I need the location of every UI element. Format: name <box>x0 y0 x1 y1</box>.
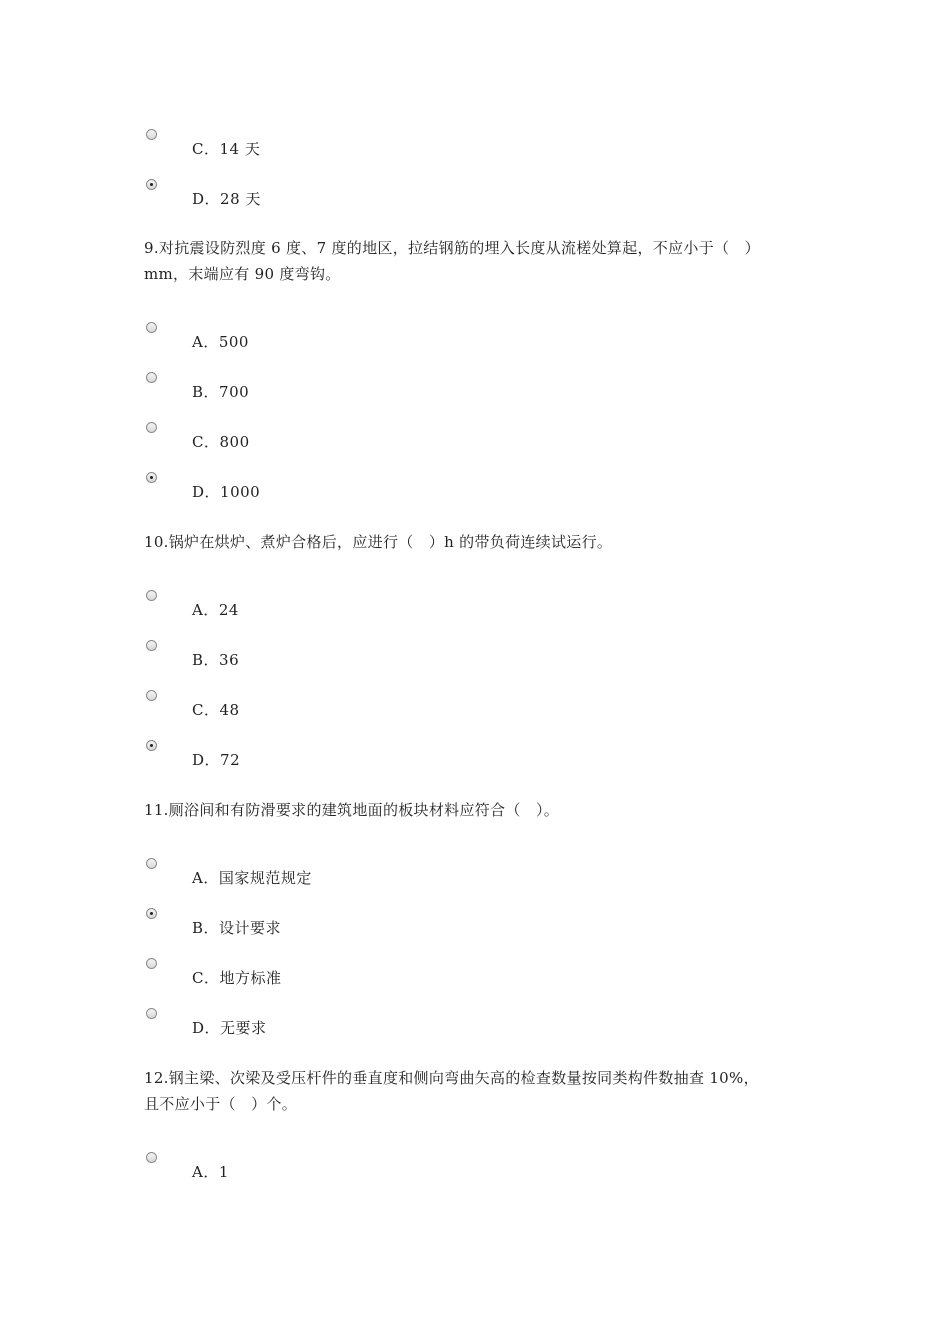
q9-option-a-label: A．500 <box>192 333 249 351</box>
q8-option-d-label: D．28 天 <box>192 190 261 208</box>
q11-option-a-radio[interactable] <box>146 858 157 869</box>
q11-option-c-radio[interactable] <box>146 958 157 969</box>
q8-option-c-radio[interactable] <box>146 129 157 140</box>
q12-text-line1: 12.钢主梁、次梁及受压杆件的垂直度和侧向弯曲矢高的检查数量按同类构件数抽查 10%， <box>144 1069 759 1087</box>
q10-option-b-radio[interactable] <box>146 640 157 651</box>
q12-text-line2: 且不应小于（ ）个。 <box>144 1095 298 1113</box>
q9-option-d-radio[interactable] <box>146 472 157 483</box>
q9-option-c-label: C．800 <box>192 433 250 451</box>
q11-text: 11.厕浴间和有防滑要求的建筑地面的板块材料应符合（ ）。 <box>144 801 560 819</box>
q11-option-b-radio[interactable] <box>146 908 157 919</box>
q10-option-c-radio[interactable] <box>146 690 157 701</box>
q10-option-a-label: A．24 <box>192 601 239 619</box>
q10-option-d-label: D．72 <box>192 751 241 769</box>
q9-text-line1: 9.对抗震设防烈度 6 度、7 度的地区，拉结钢筋的埋入长度从流槎处算起，不应小于（ ） <box>144 239 760 257</box>
q9-text-line2: mm，末端应有 90 度弯钩。 <box>144 265 341 283</box>
q11-option-d-label: D．无要求 <box>192 1019 267 1037</box>
q11-option-c-label: C．地方标准 <box>192 969 282 987</box>
q8-option-d-radio[interactable] <box>146 179 157 190</box>
q9-option-b-label: B．700 <box>192 383 250 401</box>
q12-option-a-label: A．1 <box>192 1163 229 1181</box>
q10-option-a-radio[interactable] <box>146 590 157 601</box>
q12-option-a-radio[interactable] <box>146 1152 157 1163</box>
q10-option-c-label: C．48 <box>192 701 240 719</box>
q11-option-d-radio[interactable] <box>146 1008 157 1019</box>
q9-option-c-radio[interactable] <box>146 422 157 433</box>
q11-option-b-label: B．设计要求 <box>192 919 282 937</box>
q8-option-c-label: C．14 天 <box>192 140 261 158</box>
q10-option-b-label: B．36 <box>192 651 240 669</box>
q10-option-d-radio[interactable] <box>146 740 157 751</box>
q10-text: 10.锅炉在烘炉、煮炉合格后，应进行（ ）h 的带负荷连续试运行。 <box>144 533 613 551</box>
q9-option-b-radio[interactable] <box>146 372 157 383</box>
q9-option-a-radio[interactable] <box>146 322 157 333</box>
q11-option-a-label: A．国家规范规定 <box>192 869 312 887</box>
q9-option-d-label: D．1000 <box>192 483 261 501</box>
